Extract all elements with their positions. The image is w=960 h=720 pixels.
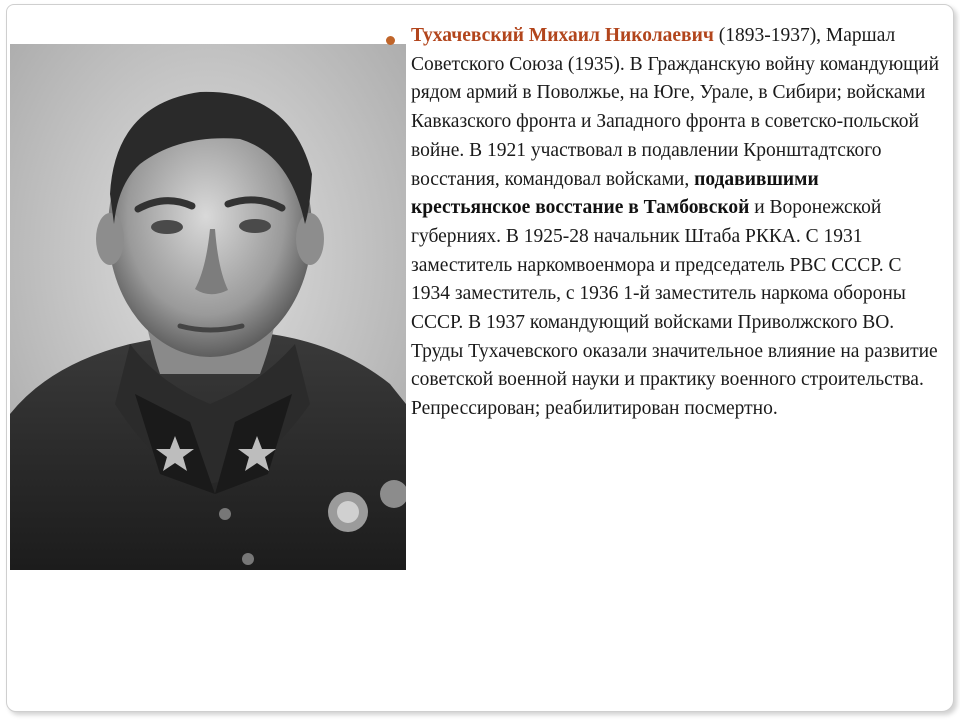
biography-text-part2: и Воронежской губерниях. В 1925-28 начальник Штаба РККА. С 1931 заместитель наркомвоенмора и председатель РВС СССР. С 1934 заместитель, с 1936 1-й заместитель наркома обороны СССР. В 1937 командующий войсками Приволжского ВО. Труды Тухачевского оказали значительное влияние на развитие советской военной науки и практику военного строительства. Репрессирован; реабилитирован посмертно. — [411, 197, 938, 420]
bullet-icon — [386, 36, 395, 45]
biography-bold-phrase: подавившими крестьянское восстание в Тамбовской — [411, 168, 819, 219]
biography-text-block — [386, 22, 946, 424]
biography-text-part1: (1893-1937), Маршал Советского Союза (1935). В Гражданскую войну командующий рядом армий в Поволжье, на Юге, Урале, в Сибири; войсками Кавказского фронта и Западного фронта в советско-польской войне. В 1921 участвовал в подавлении Кронштадтского восстания, командовал войсками, — [411, 25, 940, 190]
person-name: Тухачевский Михаил Николаевич — [411, 25, 714, 46]
biography-paragraph — [411, 22, 941, 424]
portrait-photo — [10, 44, 406, 570]
